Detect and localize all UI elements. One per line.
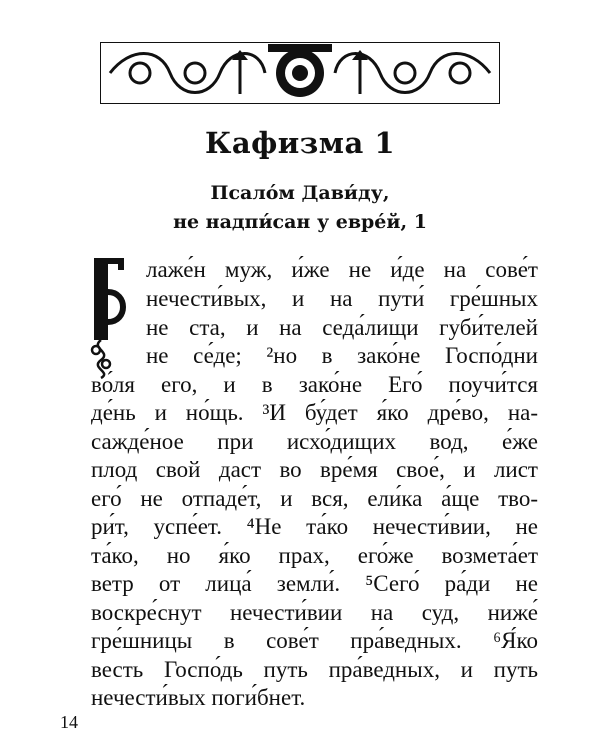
- text-line: его́ не отпаде́т, и вся, ели́ка а́ще тво-: [91, 486, 538, 511]
- ornament-headpiece-icon: [100, 42, 500, 104]
- text-line: воскре́снут нечести́вии на суд, ниже́: [91, 600, 538, 625]
- text-line: весть Госпо́дь путь пра́ведных, и путь: [91, 657, 538, 682]
- text-line: лаже́н муж, и́же не и́де на сове́т: [146, 257, 538, 282]
- text-line: ветр от лица́ земли́. ⁵Сего́ ра́ди не: [91, 571, 538, 596]
- text-line: во́ля его, и в зако́не Его́ поучи́тся: [91, 372, 538, 397]
- text-line: не ста, и на седа́лищи губи́телей: [146, 315, 538, 340]
- text-line: плод свой даст во вре́мя свое́, и лист: [91, 457, 538, 482]
- psalm-heading-line-1: Псало́м Дави́ду,: [210, 182, 390, 204]
- text-line: нечести́вых поги́бнет.: [91, 685, 306, 710]
- page-number: 14: [60, 712, 78, 732]
- text-line: гре́шницы в сове́т пра́ведных. ⁶Я́ко: [91, 628, 538, 653]
- text-line: та́ко, но я́ко прах, его́же возмета́ет: [91, 543, 538, 568]
- page-title: Кафизма 1: [204, 126, 396, 160]
- psalm-heading-line-2: не надпи́сан у евре́й, 1: [173, 211, 427, 233]
- text-line: нечести́вых, и на пути́ гре́шных: [146, 286, 538, 311]
- illuminated-dropcap-icon: [90, 252, 132, 380]
- text-line: ри́т, успе́ет. ⁴Не та́ко нечести́вии, не: [91, 514, 538, 539]
- text-line: де́нь и но́щь. ³И бу́дет я́ко дре́во, на-: [91, 400, 538, 425]
- text-line: сажде́ное при исхо́дищих вод, е́же: [91, 429, 538, 454]
- text-line: не се́де; ²но в зако́не Госпо́дни: [146, 343, 538, 368]
